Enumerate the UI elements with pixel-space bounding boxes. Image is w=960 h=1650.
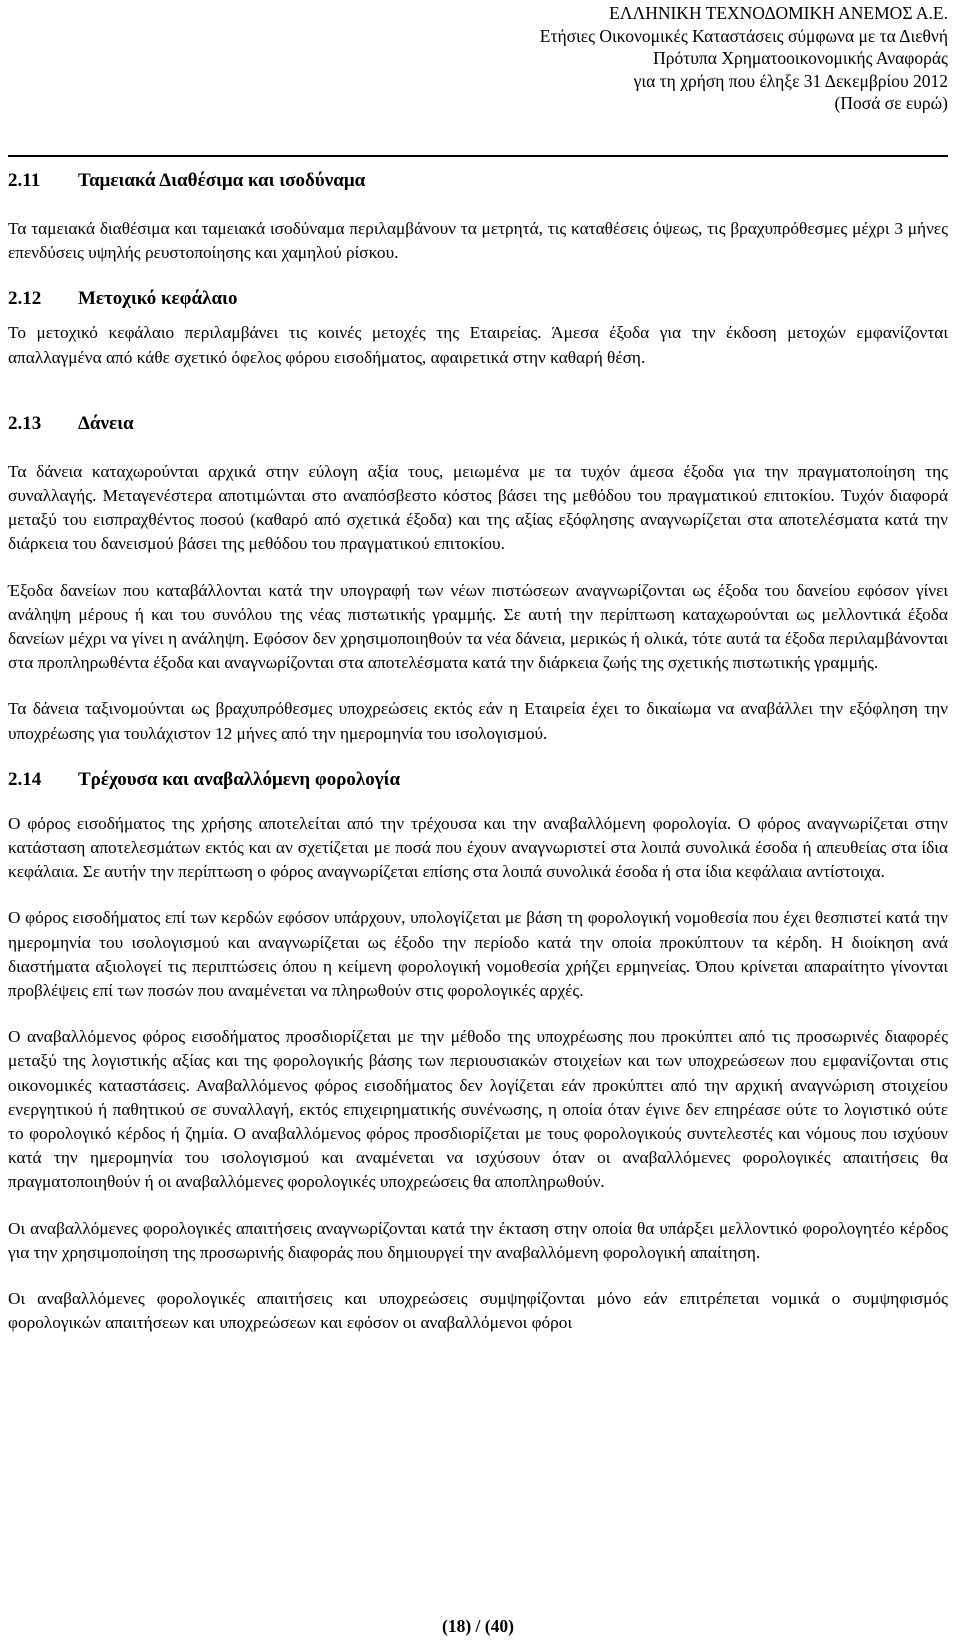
page-content <box>8 160 948 1336</box>
paragraph-tax-5: Οι αναβαλλόμενες φορολογικές απαιτήσεις και υποχρεώσεις συμψηφίζονται μόνο εάν επιτρέπεται νομικά ο συμψηφισμός φορολογικών απαιτήσεων και υποχρεώσεων και εφόσον οι αναβαλλόμενοι φόροι <box>8 1289 948 1333</box>
section-heading-2-14 <box>8 768 948 792</box>
section-heading-2-12 <box>8 287 948 311</box>
paragraph-loans-2: Έξοδα δανείων που καταβάλλονται κατά την υπογραφή των νέων πιστώσεων αναγνωρίζονται ως έξοδα του δανείου εφόσον γίνει ανάληψη μέρους ή και του συνόλου της νέας πιστωτικής γραμμής. Σε αυτή την περίπτωση καταχωρούνται ως μελλοντικά έξοδα δανείων μέχρι να γίνει η ανάληψη. Εφόσον δεν χρησιμοποιηθούν τα νέα δάνεια, μερικώς ή ολικά, τότε αυτά τα έξοδα περιλαμβάνονται στα προπληρωθέντα έξοδα και αναγνωρίζονται στα αποτελέσματα κατά την διάρκεια ζωής της σχετικής πιστωτικής γραμμής. <box>8 580 948 673</box>
section-number: 2.14 <box>8 768 42 790</box>
page-number: (18) / (40) <box>442 1616 514 1636</box>
paragraph-loans-1: Τα δάνεια καταχωρούνται αρχικά στην εύλογη αξία τους, μειωμένα με τα τυχόν άμεσα έξοδα για την πραγματοποίηση της συναλλαγής. Μεταγενέστερα αποτιμώνται στο αναπόσβεστο κόστος βάσει της μεθόδου του πραγματικού επιτοκίου. Τυχόν διαφορά μεταξύ του εισπραχθέντος ποσού (καθαρό από σχετικά έξοδα) και της αξίας εξόφλησης αναγνωρίζεται στα αποτελέσματα κατά την διάρκεια του δανεισμού βάσει της μεθόδου του πραγματικού επιτοκίου. <box>8 461 948 554</box>
paragraph-tax-2: Ο φόρος εισοδήματος επί των κερδών εφόσον υπάρχουν, υπολογίζεται με βάση τη φορολογική νομοθεσία που έχει θεσπιστεί κατά την ημερομηνία του ισολογισμού και αναγνωρίζεται ως έξοδο την περίοδο κατά την οποία προκύπτουν τα κέρδη. Η διοίκηση ανά διαστήματα αξιολογεί τις περιπτώσεις όπου η κείμενη φορολογική νομοθεσία χρήζει ερμηνείας. Όπου κρίνεται απαραίτητο γίνονται προβλέψεις επί των ποσών που αναμένεται να πληρωθούν στις φορολογικές αρχές. <box>8 908 948 1001</box>
section-title: Δάνεια <box>78 412 134 434</box>
report-title-line-2: Πρότυπα Χρηματοοικονομικής Αναφοράς <box>653 48 948 68</box>
paragraph-loans-3: Τα δάνεια ταξινομούνται ως βραχυπρόθεσμες υποχρεώσεις εκτός εάν η Εταιρεία έχει το δικαίωμα να αναβάλλει την εξόφληση την υποχρέωσης για τουλάχιστον 12 μήνες από την ημερομηνία του ισολογισμού. <box>8 699 948 743</box>
section-heading-2-11 <box>8 169 948 193</box>
section-heading-2-13 <box>8 412 948 436</box>
section-number: 2.13 <box>8 412 42 434</box>
report-title-line-1: Ετήσιες Οικονομικές Καταστάσεις σύμφωνα με τα Διεθνή <box>539 25 948 46</box>
paragraph-tax-4: Οι αναβαλλόμενες φορολογικές απαιτήσεις αναγνωρίζονται κατά την έκταση στην οποία θα υπάρξει μελλοντικό φορολογητέο κέρδος για την χρησιμοποίηση της προσωρινής διαφοράς που δημιουργεί την αναβαλλόμενη φορολογική απαίτηση. <box>8 1218 948 1262</box>
section-number: 2.11 <box>8 170 41 191</box>
paragraph-share-capital: Το μετοχικό κεφάλαιο περιλαμβάνει τις κοινές μετοχές της Εταιρείας. Άμεσα έξοδα για την έκδοση μετοχών εμφανίζονται απαλλαγμένα από κάθε σχετικό όφελος φόρου εισοδήματος, αφαιρετικά στην καθαρή θέση. <box>8 323 948 367</box>
currency-note: (Ποσά σε ευρώ) <box>834 93 948 113</box>
report-period: για τη χρήση που έληξε 31 Δεκεμβρίου 2012 <box>633 70 948 91</box>
paragraph-tax-3: Ο αναβαλλόμενος φόρος εισοδήματος προσδιορίζεται με την μέθοδο της υποχρέωσης που προκύπτει από τις προσωρινές διαφορές μεταξύ της λογιστικής αξίας και της φορολογικής βάσης των περιουσιακών στοιχείων και των υποχρεώσεων που εμφανίζονται στις οικονομικές καταστάσεις. Αναβαλλόμενος φόρος εισοδήματος δεν λογίζεται εάν προκύπτει από την αρχική αναγνώριση στοιχείου ενεργητικού ή παθητικού σε συναλλαγή, εκτός επιχειρηματικής συνένωσης, η οποία όταν έγινε δεν επηρέασε ούτε το λογιστικό ούτε το φορολογικό κέρδος ή ζημία. Ο αναβαλλόμενος φόρος προσδιορίζεται με τους φορολογικούς συντελεστές και νόμους που ισχύουν κατά την ημερομηνία του ισολογισμού και αναμένεται να ισχύσουν όταν οι αναβαλλόμενες φορολογικές απαιτήσεις θα πραγματοποιηθούν ή οι αναβαλλόμενες φορολογικές υποχρεώσεις θα αποπληρωθούν. <box>8 1027 948 1192</box>
company-name: ΕΛΛΗΝΙΚΗ ΤΕΧΝΟΔΟΜΙΚΗ ΑΝΕΜΟΣ Α.Ε. <box>609 3 948 23</box>
section-number: 2.12 <box>8 288 42 310</box>
header-divider <box>8 155 948 157</box>
paragraph-cash: Τα ταμειακά διαθέσιμα και ταμειακά ισοδύναμα περιλαμβάνουν τα μετρητά, τις καταθέσεις όψεως, τις βραχυπρόθεσμες μέχρι 3 μήνες επενδύσεις υψηλής ρευστοποίησης και χαμηλού ρίσκου. <box>8 219 948 263</box>
section-title: Μετοχικό κεφάλαιο <box>78 288 238 310</box>
page-header <box>540 2 948 115</box>
section-title: Ταμειακά Διαθέσιμα και ισοδύναμα <box>78 170 366 191</box>
paragraph-tax-1: Ο φόρος εισοδήματος της χρήσης αποτελείται από την τρέχουσα και την αναβαλλόμενη φορολογία. Ο φόρος αναγνωρίζεται στην κατάσταση αποτελεσμάτων εκτός και αν σχετίζεται με ποσά που έχουν αναγνωριστεί στα λοιπά συνολικά έσοδα ή απευθείας στα ίδια κεφάλαια. Σε αυτήν την περίπτωση ο φόρος αναγνωρίζεται επίσης στα λοιπά συνολικά έσοδα ή στα ίδια κεφάλαια αντίστοιχα. <box>8 813 948 882</box>
section-title: Τρέχουσα και αναβαλλόμενη φορολογία <box>78 768 401 790</box>
document-page <box>8 0 948 1650</box>
